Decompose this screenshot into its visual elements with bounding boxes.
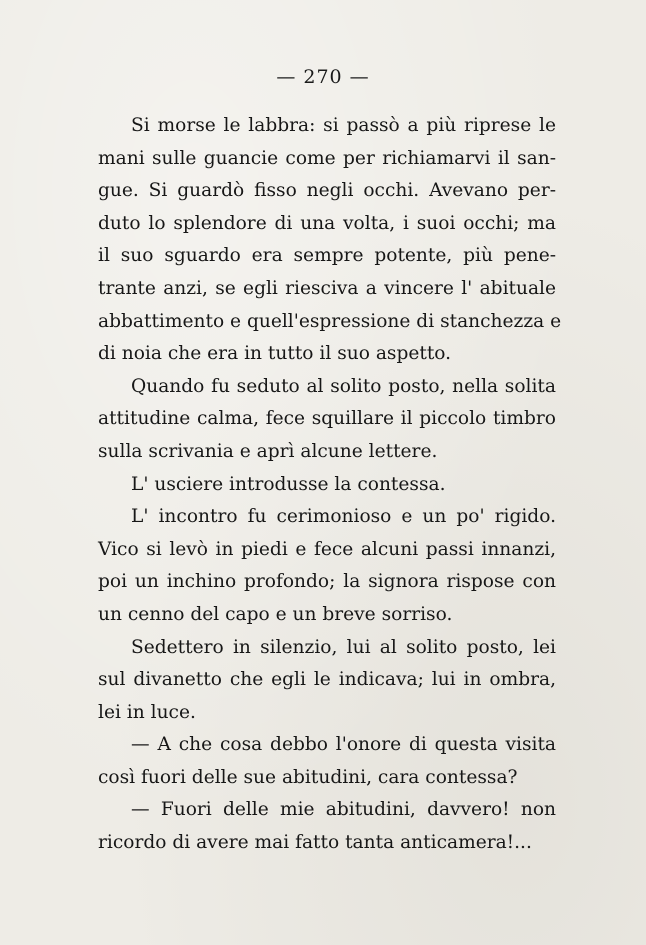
text-line: attitudine calma, fece squillare il piccolo timbro (98, 408, 556, 430)
text-line: Si morse le labbra: si passò a più riprese le (131, 115, 556, 136)
text-line: il suo sguardo era sempre potente, più pene- (98, 245, 556, 267)
text-line: duto lo splendore di una volta, i suoi occhi; ma (98, 212, 556, 234)
text-line: sul divanetto che egli le indicava; lui in ombra, (98, 669, 556, 691)
text-line: sulla scrivania e aprì alcune lettere. (98, 440, 438, 462)
text-line: Quando fu seduto al solito posto, nella solita (131, 375, 556, 397)
text-line: L' incontro fu cerimonioso e un po' rigido. (131, 506, 556, 528)
text-line: mani sulle guancie come per richiamarvi il san- (98, 147, 556, 169)
text-line: Sedettero in silenzio, lui al solito posto, lei (131, 636, 556, 658)
text-line: lei in luce. (98, 701, 196, 723)
text-line: ricordo di avere mai fatto tanta anticamera!... (98, 832, 532, 854)
text-line: L' usciere introdusse la contessa. (131, 473, 446, 495)
body-text (98, 110, 562, 860)
text-line: — Fuori delle mie abitudini, davvero! non (131, 799, 556, 821)
text-line: un cenno del capo e un breve sorriso. (98, 603, 453, 625)
text-line: di noia che era in tutto il suo aspetto. (98, 343, 452, 365)
page-number: — 270 — (276, 66, 370, 88)
text-line: abbattimento e quell'espressione di stanchezza e (98, 310, 562, 332)
text-line: così fuori delle sue abitudini, cara contessa? (98, 766, 518, 788)
text-line: — A che cosa debbo l'onore di questa visita (131, 734, 556, 756)
text-line: poi un inchino profondo; la signora rispose con (98, 571, 556, 593)
text-line: Vico si levò in piedi e fece alcuni passi innanzi, (98, 538, 556, 560)
text-line: trante anzi, se egli riesciva a vincere l' abituale (98, 277, 556, 299)
text-line: gue. Si guardò fisso negli occhi. Avevano per- (98, 180, 556, 202)
